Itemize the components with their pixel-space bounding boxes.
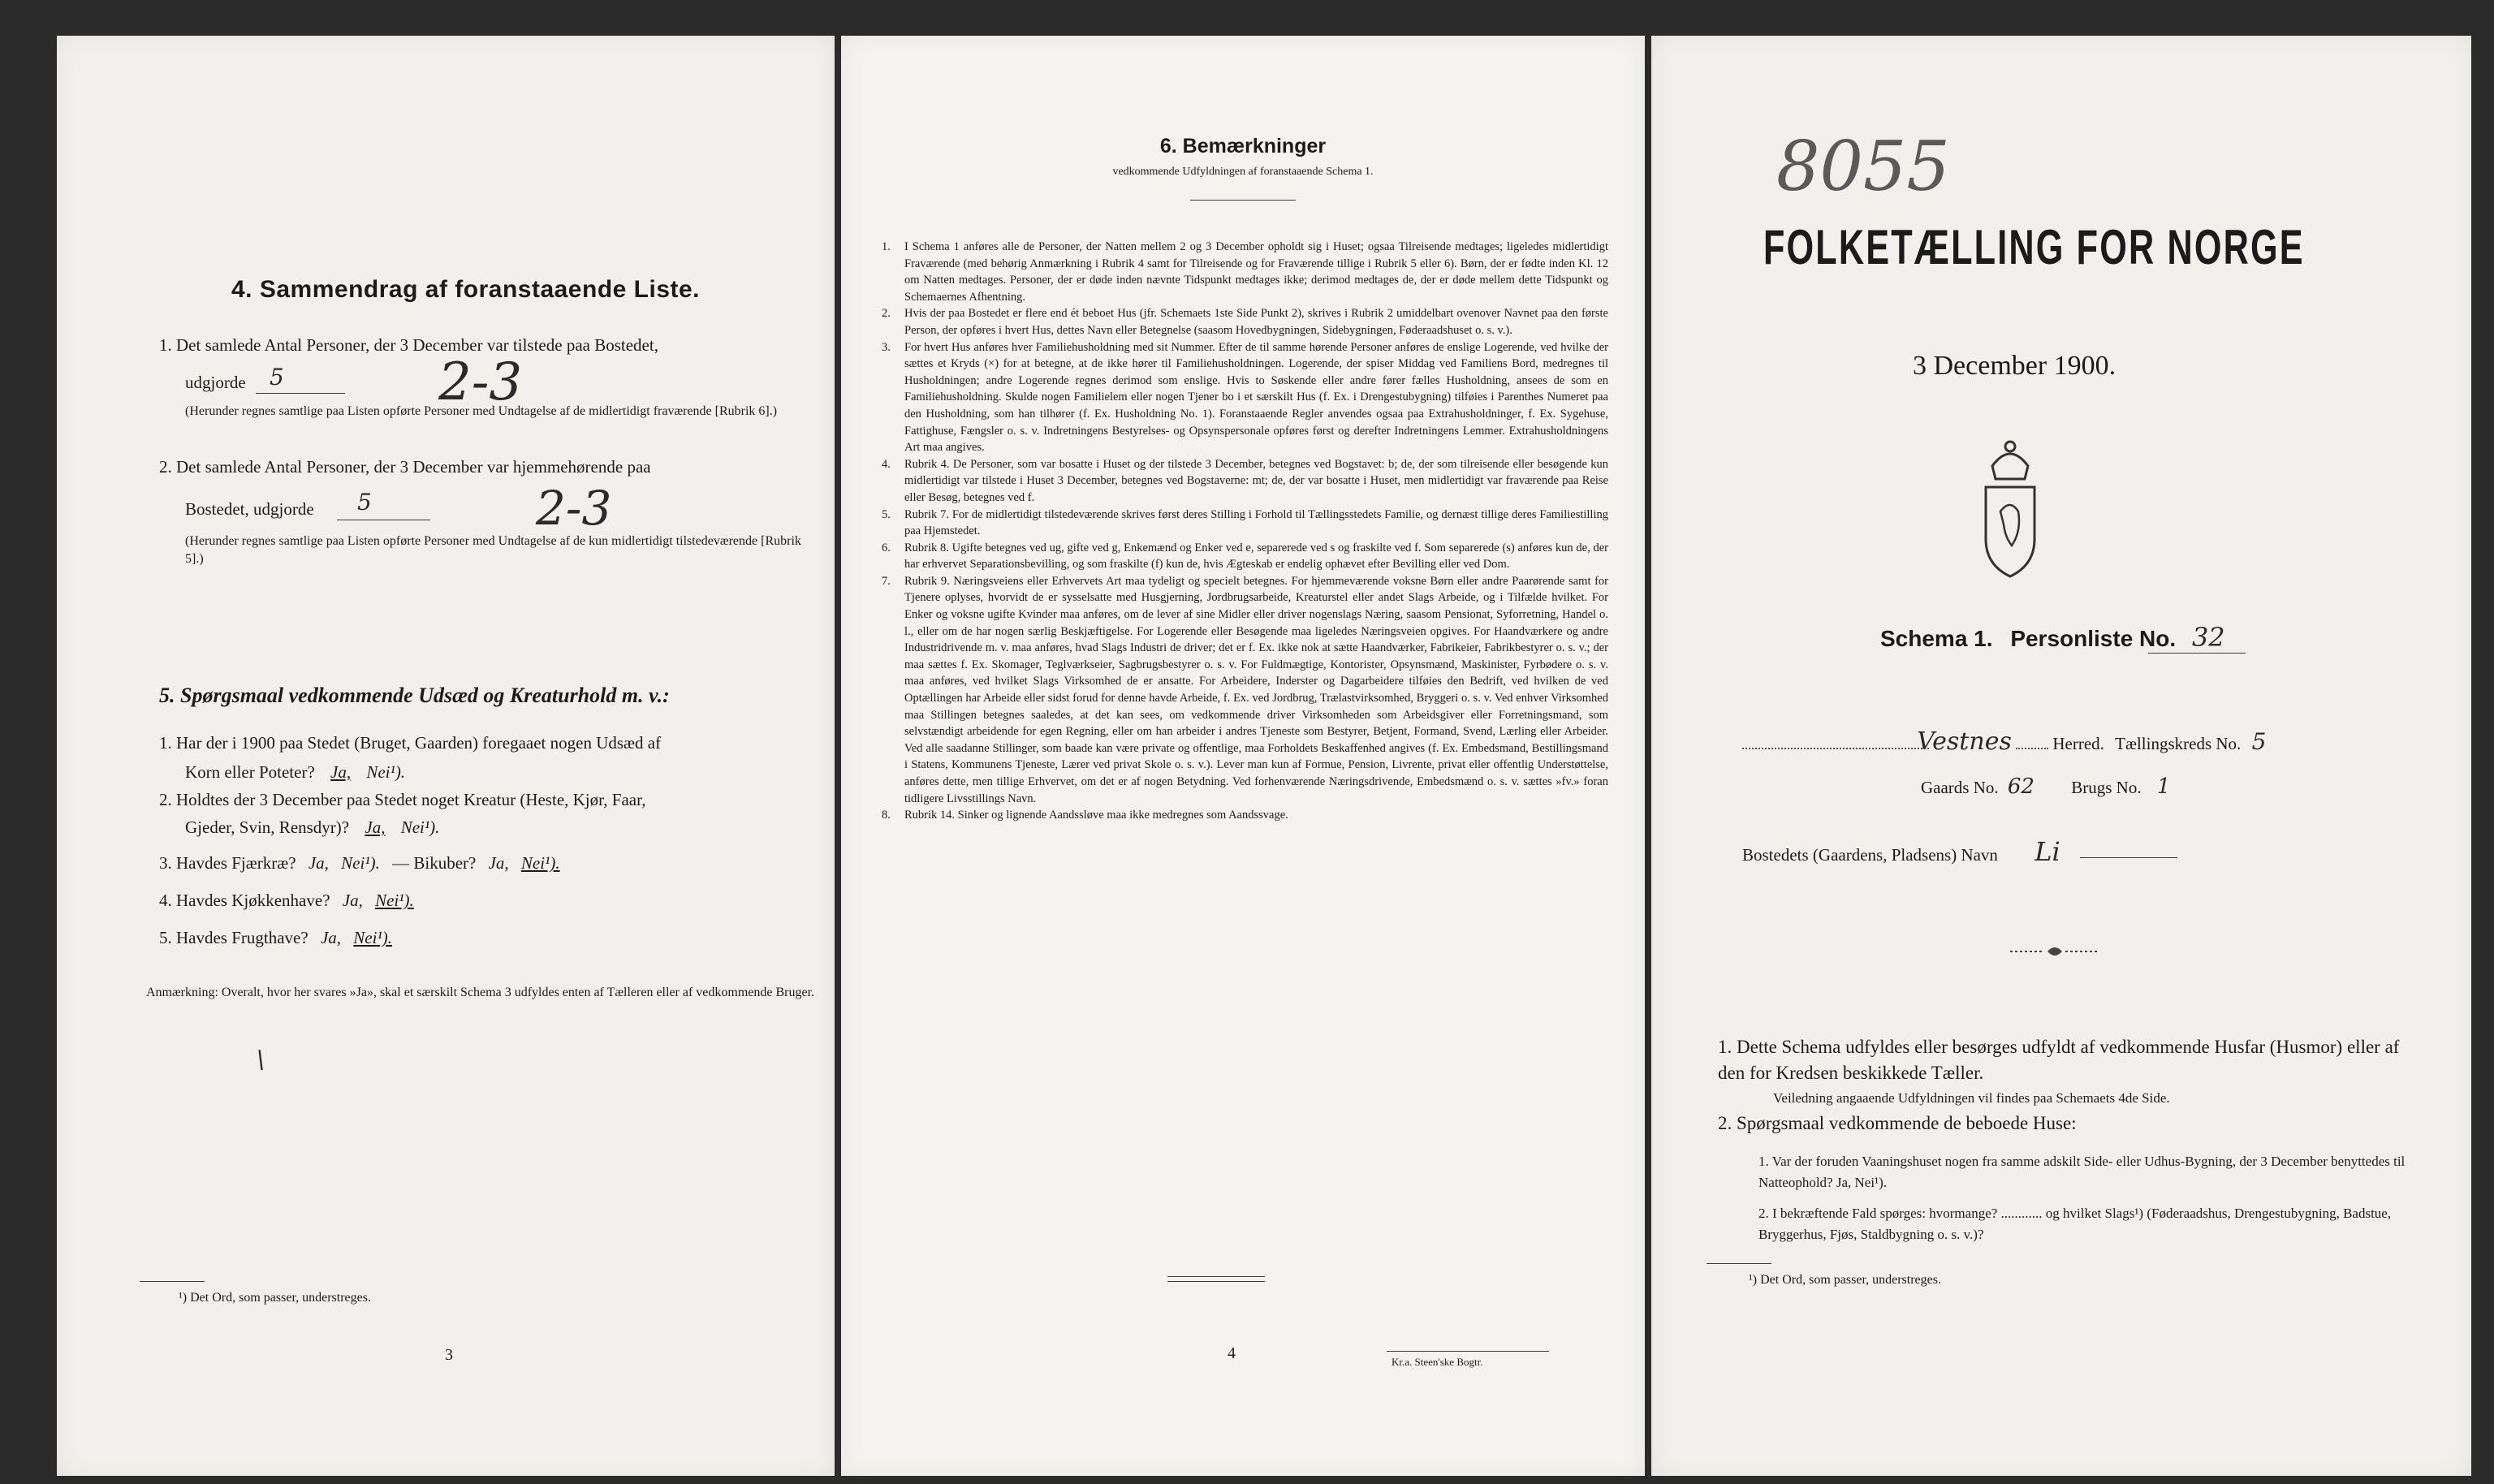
gaards-row	[1921, 774, 2170, 799]
s5-question-5-row	[159, 924, 392, 951]
kreds-number: 5	[2251, 728, 2267, 755]
s5-question-2: 2. Holdtes der 3 December paa Stedet noget Kreatur (Heste, Kjør, Faar,	[159, 790, 646, 809]
page-left	[57, 36, 835, 1476]
footnote-left: ¹) Det Ord, som passer, understreges.	[179, 1291, 371, 1305]
schema-line	[1880, 622, 2225, 653]
gaards-label: Gaards No.	[1921, 778, 1999, 797]
answer-ja: Ja,	[308, 853, 329, 873]
remark-item	[882, 305, 1608, 339]
question-1-answer-small: 5	[270, 364, 284, 390]
remark-number: 8.	[882, 809, 891, 822]
remark-item	[882, 239, 1608, 305]
question-2-answer-small: 5	[357, 489, 372, 516]
question-1-udgjorde: udgjorde	[185, 373, 246, 392]
schema-label: Schema 1.	[1880, 626, 1993, 651]
census-date: 3 December 1900.	[1913, 351, 2116, 381]
s5-question-4-text: 4. Havdes Kjøkkenhave?	[159, 891, 330, 910]
instruction-1-note: Veiledning angaaende Udfyldningen vil findes paa Schemaets 4de Side.	[1773, 1090, 2170, 1106]
remark-text: Rubrik 7. For de midlertidigt tilstedeværende skrives først deres Stilling i Forhold til Tællingsstedets Familie, og dernæst tillige deres Familiestilling paa Hjemstedet.	[904, 507, 1608, 538]
question-2-note: (Herunder regnes samtlige paa Listen opførte Personer med Undtagelse af de kun midlertidigt tilstedeværende [Rubrik 5].)	[185, 534, 801, 566]
answer-ja: Ja,	[488, 853, 509, 873]
page-number-4: 4	[1228, 1344, 1236, 1362]
remark-number: 1.	[882, 240, 891, 253]
answer-ja: Ja,	[342, 891, 363, 910]
remark-text: Rubrik 4. De Personer, som var bosatte i Huset og der tilstede 3 December, betegnes ved Bogstavet: b; de, der som tilreisende eller besøgende kun midlertidigt var tilstede i Huset 3 December, betegnes ved Bogstaverne: mt; de, der var bosatte i Huset, men midlertidigt var fraværende paa Reise eller Besøg, betegnes ved f.	[904, 457, 1608, 504]
printer-credit: Kr.a. Steen'ske Bogtr.	[1392, 1356, 1483, 1368]
s5-question-1-answer-row	[185, 758, 405, 786]
norway-coat-of-arms-icon	[1976, 434, 2044, 580]
answer-ja: Ja,	[320, 928, 342, 947]
remark-number: 7.	[882, 574, 891, 588]
remark-item	[882, 456, 1608, 507]
remarks-list	[882, 239, 1608, 824]
remark-number: 4.	[882, 457, 891, 471]
footnote-right: ¹) Det Ord, som passer, understreges.	[1749, 1273, 1941, 1287]
remark-number: 2.	[882, 307, 891, 321]
section-6-title: 6. Bemærkninger	[1159, 135, 1327, 157]
s5-question-2-text: Gjeder, Svin, Rensdyr)?	[185, 817, 350, 837]
anmerkning: Anmærkning: Overalt, hvor her svares »Ja», skal et særskilt Schema 3 udfyldes enten af Tælleren eller af vedkommende Bruger.	[146, 986, 815, 999]
s5-question-2-answer-row	[185, 813, 439, 841]
ornament-icon	[2010, 943, 2099, 960]
section-6-subtitle: vedkommende Udfyldningen af foranstaaende Schema 1.	[1112, 166, 1374, 178]
question-2-line: 2. Det samlede Antal Personer, der 3 December var hjemmehørende paa	[159, 457, 651, 477]
instruction-2: 2. Spørgsmaal vedkommende de beboede Huse:	[1718, 1113, 2077, 1133]
section-5-title: 5. Spørgsmaal vedkommende Udsæd og Kreaturhold m. v.:	[159, 684, 670, 707]
s5-question-4-row	[159, 887, 414, 914]
answer-nei: Nei¹).	[341, 853, 380, 873]
remark-number: 3.	[882, 340, 891, 354]
remark-text: Hvis der paa Bostedet er flere end ét beboet Hus (jfr. Schemaets 1ste Side Punkt 2), skrives i Rubrik 2 umiddelbart ovenover Navnet paa den første Person, der opføres i hvert Hus, dettes Navn eller Betegnelse (saasom Hovedbygningen, Sidebygningen, Føderaadshuset o. s. v.).	[904, 307, 1608, 337]
answer-nei: Nei¹).	[366, 762, 406, 782]
brugs-label: Brugs No.	[2071, 778, 2142, 797]
remark-item	[882, 507, 1608, 540]
remark-text: Rubrik 9. Næringsveiens eller Erhvervets Art maa tydeligt og specielt betegnes. For hjemmeværende voksne Børn eller andre Paarørende samt for Tjenere oplyses, hvorvidt de er sysselsatte med Husgjerning, Jordbrugsarbeide, Kreaturstel eller andet Slags Arbeide, og i Tilfælde hvilket. For Enker og voksne ugifte Kvinder maa anføres, om de lever af sine Midler eller driver nogenslags Næring, saasom Pensionat, Syforretning, Handel o. l., eller om de har nogen særlig Beskjæftigelse. For Logerende eller Besøgende maa ligeledes Næringsveien opgives. For Haandværkere og andre Industridrivende m. v. maa anføres, hvad Slags Industri de driver; det er f. Ex. ikke nok at sætte Haandværker, Fabrikeier, Fabrikbestyrer o. s. v.; der maa sættes f. Ex. Skomager, Teglværkseier, Sagbrugsbestyrer o. s. v. For Fuldmægtige, Kontorister, Opsynsmænd, Maskinister, Fyrbødere o. s. v. maa anføres, ved hvilket Slags Virksomhed de er ansatte. For Arbeidere, Inderster og Dagarbeidere tilføies den Bedrift, ved hvilken de ved Optællingen har Arbeide eller sidst forud for denne havde Arbeide, f. Ex. ved Jordbrug, Trælastvirksomhed, Bryggeri o. s. v. Ved enhver Virksomhed maa Stillingen betegnes saaledes, at det kan sees, om vedkommende driver Virksomheden som Arbeidsgiver eller Forretningsmand, som selvstændigt arbeidende for egen Regning, eller om han arbeider i andres Tjeneste som Bestyrer, Betjent, Formand, Svend, Lærling eller Arbeider. Ved alle saadanne Stillinger, som baade kan være private og offentlige, maa Forholdets Beskaffenhed angives (f. Ex. Embedsmand, Bestillingsmand i Statens, Kommunens Tjeneste, Lærer ved privat Skole o. s. v.). Lever man kun af Formue, Pension, Livrente, privat eller offentlig Understøttelse, anføres dette, men tillige Erhvervet, om det er af nogen Betydning. Ved forhenværende Næringsdrivende, Embedsmænd o. s. v. sættes »fv.» foran tidligere Livsstillings Navn.	[904, 574, 1608, 805]
remark-item	[882, 540, 1608, 573]
answer-ja: Ja,	[330, 762, 352, 782]
remark-item	[882, 807, 1608, 824]
s5-question-3-bikuber: — Bikuber?	[392, 853, 477, 873]
s5-question-3-row	[159, 849, 560, 877]
remark-number: 5.	[882, 507, 891, 521]
instruction-2-question-1: 1. Var der foruden Vaaningshuset nogen fra samme adskilt Side- eller Udhus-Bygning, der 3 December benyttedes til Natteophold? Ja, Nei¹).	[1758, 1154, 2406, 1190]
answer-ja: Ja,	[365, 817, 386, 837]
answer-nei: Nei¹).	[375, 891, 414, 910]
s5-question-1-text: Korn eller Poteter?	[185, 762, 315, 782]
personliste-number: 32	[2191, 622, 2225, 653]
s5-question-1: 1. Har der i 1900 paa Stedet (Bruget, Gaarden) foregaaet nogen Udsæd af	[159, 733, 662, 753]
answer-nei: Nei¹).	[400, 817, 440, 837]
remark-text: For hvert Hus anføres hver Familiehusholdning med sit Nummer. Efter de til samme hørende Personer anføres de enslige Logerende, ved hvilke der sættes et Kryds (×) for at betegne, at de ikke hører til Familiehusholdningen. Logerende, der spiser Middag ved Familiens Bord, medregnes til Husholdningen; andre Logerende regnes derimod som enslige. Hvis to Søskende eller andre fører fælles Husholdning, ansees de som en Familiehusholdning. Skulde nogen Familielem eller nogen Tjener bo i et særskilt Hus (f. Ex. i Drengestubygning) tilføies i Parenthes Numeret paa den Husholdning, som han tilhører (f. Ex. Husholdning No. 1). Foranstaaende Regler anvendes ogsaa paa Extrahusholdninger, f. Ex. Sygehuse, Fattighuse, Fængsler o. s. v. Indretningens Bestyrelses- og Opsynspersonale opføres først og derefter Indretningens Lemmer. Extrahusholdningens Art maa angives.	[904, 340, 1608, 455]
remark-text: Rubrik 14. Sinker og lignende Aandssløve maa ikke medregnes som Aandssvage.	[904, 809, 1288, 822]
instruction-1: 1. Dette Schema udfyldes eller besørges udfyldt af vedkommende Husfar (Husmor) eller af den for Kredsen beskikkede Tæller.	[1718, 1037, 2400, 1083]
question-1-note: (Herunder regnes samtlige paa Listen opførte Personer med Undtagelse af de midlertidigt fraværende [Rubrik 6].)	[185, 404, 778, 418]
remark-text: I Schema 1 anføres alle de Personer, der Natten mellem 2 og 3 December opholdt sig i Huset; ogsaa Tilreisende medtages; ligeledes midlertidigt Fraværende (med behørig Anmærkning i Rubrik 4 samt for Tilreisende og for Fraværende tillige i Rubrik 5 eller 6). Børn, der er fødte inden Kl. 12 om Natten medtages. Personer, der er døde inden nævnte Tidspunkt medtages ikke; derimod medtages de, der er døde mellem dette Tidspunkt og Schemaernes Afhentning.	[904, 240, 1608, 304]
question-2-bostedet: Bostedet, udgjorde	[185, 499, 314, 519]
page-number-3: 3	[445, 1346, 453, 1364]
pen-stroke: \	[257, 1046, 265, 1074]
question-1-line: 1. Det samlede Antal Personer, der 3 December var tilstede paa Bostedet,	[159, 335, 658, 355]
remark-item	[882, 573, 1608, 807]
s5-question-3-text: 3. Havdes Fjærkræ?	[159, 853, 296, 873]
instruction-2-question-2: 2. I bekræftende Fald spørges: hvormange? ............ og hvilket Slags¹) (Føderaadshus, Drengestubygning, Badstue, Bryggerhus, Fjøs, Staldbygning o. s. v.)?	[1758, 1206, 2392, 1242]
question-2-answer-large: 2-3	[536, 481, 612, 536]
personliste-label: Personliste No.	[2010, 626, 2177, 651]
gaards-number: 62	[2007, 774, 2034, 799]
s5-question-5-text: 5. Havdes Frugthave?	[159, 928, 309, 947]
page-right	[1651, 36, 2471, 1476]
herred-label: Herred.	[2052, 734, 2104, 753]
question-1-answer-large: 2-3	[438, 352, 523, 412]
handwritten-archive-number: 8055	[1776, 127, 1950, 206]
bosted-label: Bostedets (Gaardens, Pladsens) Navn	[1742, 845, 1998, 865]
kreds-label: Tællingskreds No.	[2115, 734, 2242, 753]
section-4-title: 4. Sammendrag af foranstaaende Liste.	[231, 276, 701, 303]
remark-text: Rubrik 8. Ugifte betegnes ved ug, gifte ved g, Enkemænd og Enker ved e, separerede ved s og fraskilte ved f. Som separerede (s) anføres kun de, der har erhvervet Separationsbevilling, og som fraskilte (f) kun de, hvis Ægteskab er endelig ophævet efter Bevilling eller ved Dom.	[904, 541, 1608, 572]
remark-item	[882, 339, 1608, 456]
page-middle	[841, 36, 1645, 1476]
bosted-row	[1742, 836, 2060, 867]
herred-row	[1742, 727, 2424, 756]
bosted-value: Li	[2034, 836, 2060, 867]
answer-nei: Nei¹).	[520, 853, 560, 873]
herred-value: Vestnes	[1917, 727, 2012, 756]
main-title: FOLKETÆLLING FOR NORGE	[1763, 220, 2305, 274]
answer-nei: Nei¹).	[353, 928, 392, 947]
brugs-number: 1	[2156, 774, 2171, 799]
remark-number: 6.	[882, 541, 891, 554]
